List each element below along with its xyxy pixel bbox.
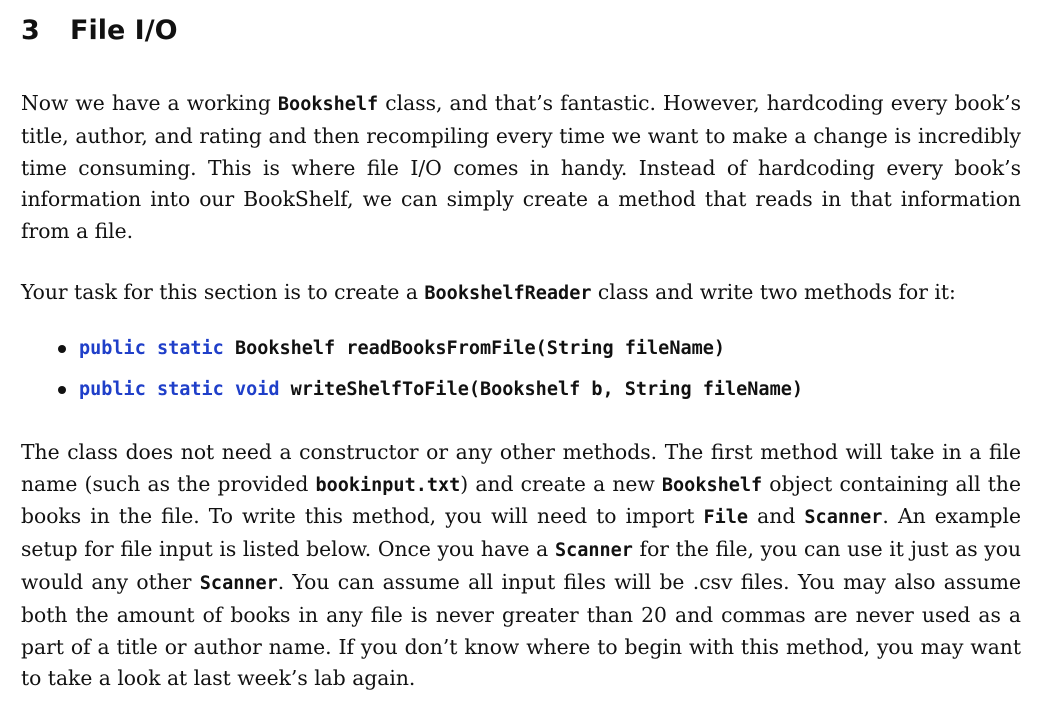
keyword: static xyxy=(156,337,224,359)
inline-code: Scanner xyxy=(199,572,278,594)
text-run: for the file, you can use it just as you would any other xyxy=(21,537,1022,594)
section-number: 3 xyxy=(21,15,40,46)
inline-code: BookshelfReader xyxy=(424,282,592,304)
section-heading xyxy=(21,14,1021,48)
method-signature-list xyxy=(21,333,1021,415)
document-page xyxy=(21,14,1021,695)
keyword: static xyxy=(156,378,224,400)
inline-code: Scanner xyxy=(804,507,883,529)
signature-text: writeShelfToFile(Bookshelf b, String fileName) xyxy=(290,378,803,400)
paragraph-details xyxy=(21,437,1021,695)
keyword: public xyxy=(79,378,146,400)
text-run: . You can assume all input files will be .csv files. You may also assume both the amount of books in any file is never greater than 20 and commas are never used as a part of a title or author name. If you don’t know where to begin with this method, you may want to take a look at last week’s lab again. xyxy=(21,569,1021,691)
keyword: void xyxy=(234,378,280,400)
text-run: and xyxy=(748,504,805,529)
text-run: The class does not need a constructor or any other methods. The first method will take in a file name (such as the provided xyxy=(21,439,1021,496)
inline-code: bookinput.txt xyxy=(315,474,461,496)
method-signature-write xyxy=(21,374,1021,415)
method-signature-read xyxy=(21,333,1021,374)
paragraph-task xyxy=(21,277,1021,310)
inline-code: Bookshelf xyxy=(661,474,763,496)
inline-code: File xyxy=(703,507,749,529)
text-run: Your task for this section is to create a xyxy=(21,279,425,304)
signature-text: Bookshelf readBooksFromFile(String fileName) xyxy=(234,337,726,359)
inline-code: Bookshelf xyxy=(277,94,379,115)
bullet-icon xyxy=(58,386,66,394)
text-run: . An example setup for file input is listed below. Once you have a xyxy=(21,504,1021,562)
text-run: ) and create a new xyxy=(460,471,662,496)
paragraph-intro xyxy=(21,88,1021,248)
keyword: public xyxy=(79,337,146,359)
section-title: File I/O xyxy=(70,15,178,46)
text-run: class, and that’s fantastic. However, hardcoding every book’s title, author, and rating and then recompiling every time we want to make a change is incredibly time consuming. This is where file I/O comes in handy. Instead of hardcoding every book’s information into our BookShelf, we can simply create a method that reads in that information from a file. xyxy=(21,91,1021,244)
text-run: Now we have a working xyxy=(21,91,278,115)
bullet-icon xyxy=(58,345,66,353)
text-run: class and write two methods for it: xyxy=(591,279,956,304)
text-run: object containing all the books in the file. To write this method, you will need to import xyxy=(21,471,1021,529)
inline-code: Scanner xyxy=(554,540,633,562)
